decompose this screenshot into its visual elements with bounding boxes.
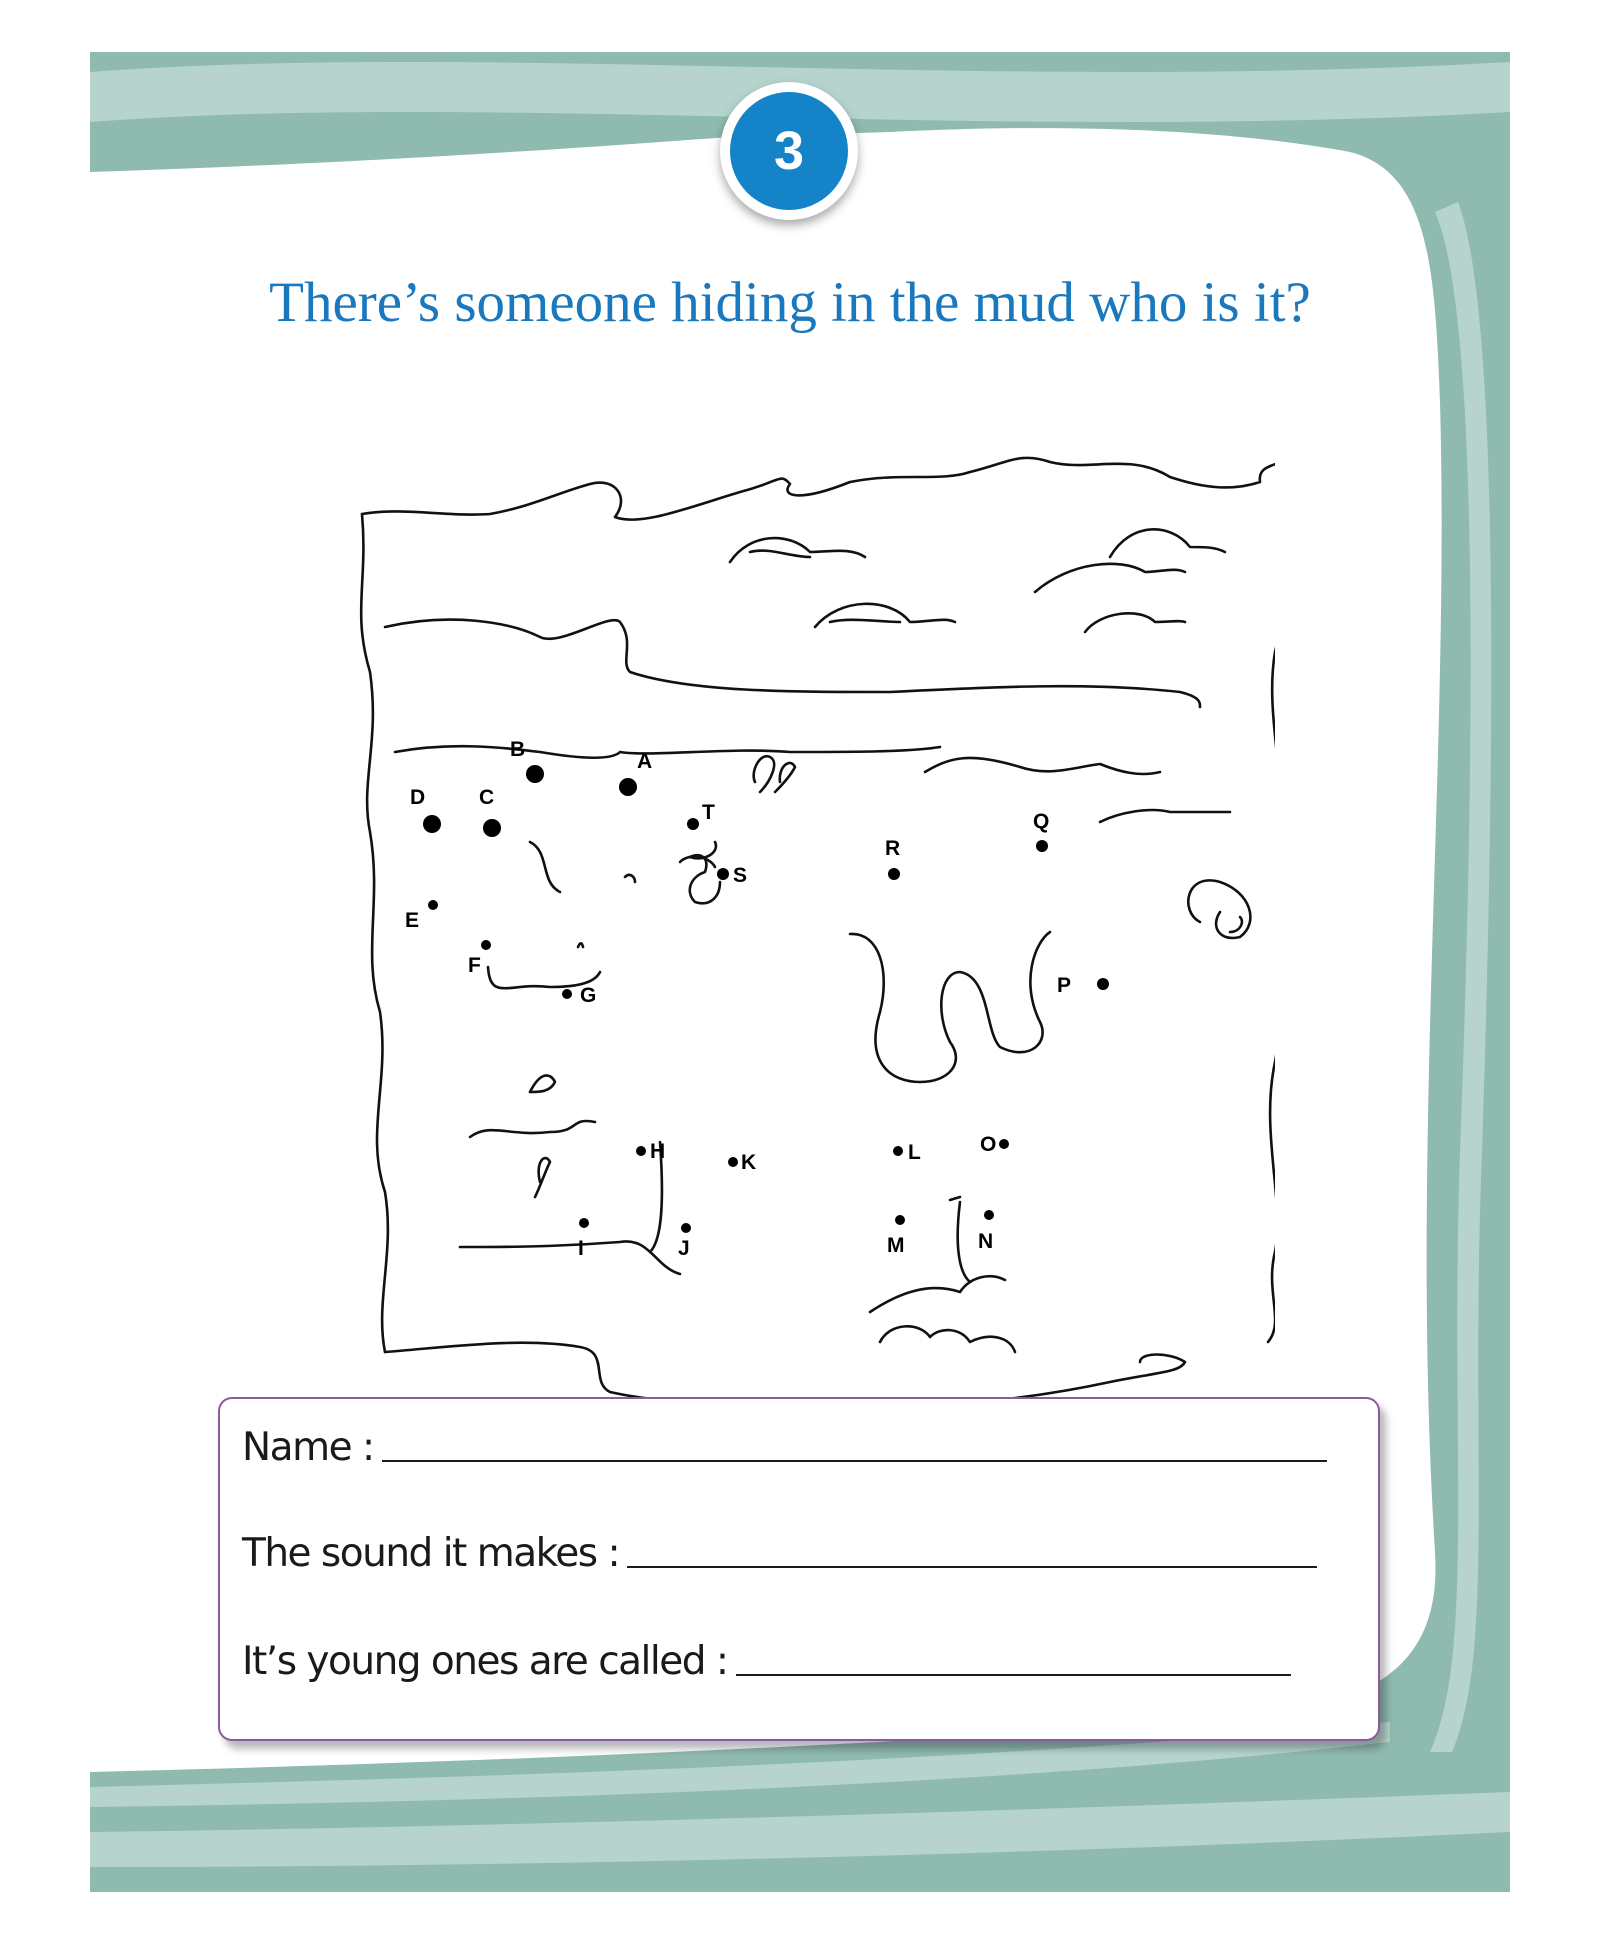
sound-field[interactable] <box>627 1565 1317 1568</box>
name-label: Name : <box>242 1425 374 1470</box>
dot-o <box>999 1139 1009 1149</box>
answer-box <box>218 1397 1380 1741</box>
dot-label-o: O <box>980 1133 997 1156</box>
dot-label-i: I <box>578 1237 584 1260</box>
dot-s <box>717 868 729 880</box>
dot-label-h: H <box>650 1140 666 1163</box>
dot-g <box>562 989 572 999</box>
dot-label-p: P <box>1057 974 1072 997</box>
dot-label-r: R <box>885 837 901 860</box>
dot-l <box>893 1146 903 1156</box>
dot-m <box>895 1215 905 1225</box>
name-row <box>242 1425 1327 1470</box>
young-field[interactable] <box>736 1673 1291 1676</box>
dot-n <box>984 1210 994 1220</box>
dot-r <box>888 868 900 880</box>
dot-a <box>619 778 637 796</box>
sound-row <box>242 1531 1317 1576</box>
dot-p <box>1097 978 1109 990</box>
dot-k <box>728 1157 738 1167</box>
dot-label-g: G <box>580 984 597 1007</box>
dot-i <box>579 1218 589 1228</box>
dot-f <box>481 940 491 950</box>
worksheet-page <box>90 52 1510 1892</box>
dot-label-q: Q <box>1033 810 1050 833</box>
dot-label-l: L <box>908 1141 921 1164</box>
dot-c <box>483 819 501 837</box>
dot-label-s: S <box>733 864 748 887</box>
dot-label-m: M <box>887 1234 905 1257</box>
dot-t <box>687 818 699 830</box>
dot-h <box>636 1146 646 1156</box>
dot-q <box>1036 840 1048 852</box>
sound-label: The sound it makes : <box>242 1531 620 1576</box>
dot-label-t: T <box>702 801 715 824</box>
dot-j <box>681 1223 691 1233</box>
young-row <box>242 1639 1291 1684</box>
dot-label-c: C <box>479 786 495 809</box>
dot-label-k: K <box>741 1151 757 1174</box>
dot-label-f: F <box>468 954 481 977</box>
name-field[interactable] <box>382 1459 1327 1462</box>
page-number: 3 <box>730 92 848 210</box>
dot-d <box>423 815 441 833</box>
dot-label-d: D <box>410 786 426 809</box>
dot-e <box>428 900 438 910</box>
dot-label-n: N <box>978 1230 994 1253</box>
question-heading: There’s someone hiding in the mud who is it? <box>269 271 1311 334</box>
dot-label-a: A <box>637 750 653 773</box>
dot-label-e: E <box>405 909 420 932</box>
dot-label-j: J <box>678 1237 690 1260</box>
young-label: It’s young ones are called : <box>242 1639 728 1684</box>
dot-b <box>526 765 544 783</box>
dot-label-b: B <box>510 738 526 761</box>
